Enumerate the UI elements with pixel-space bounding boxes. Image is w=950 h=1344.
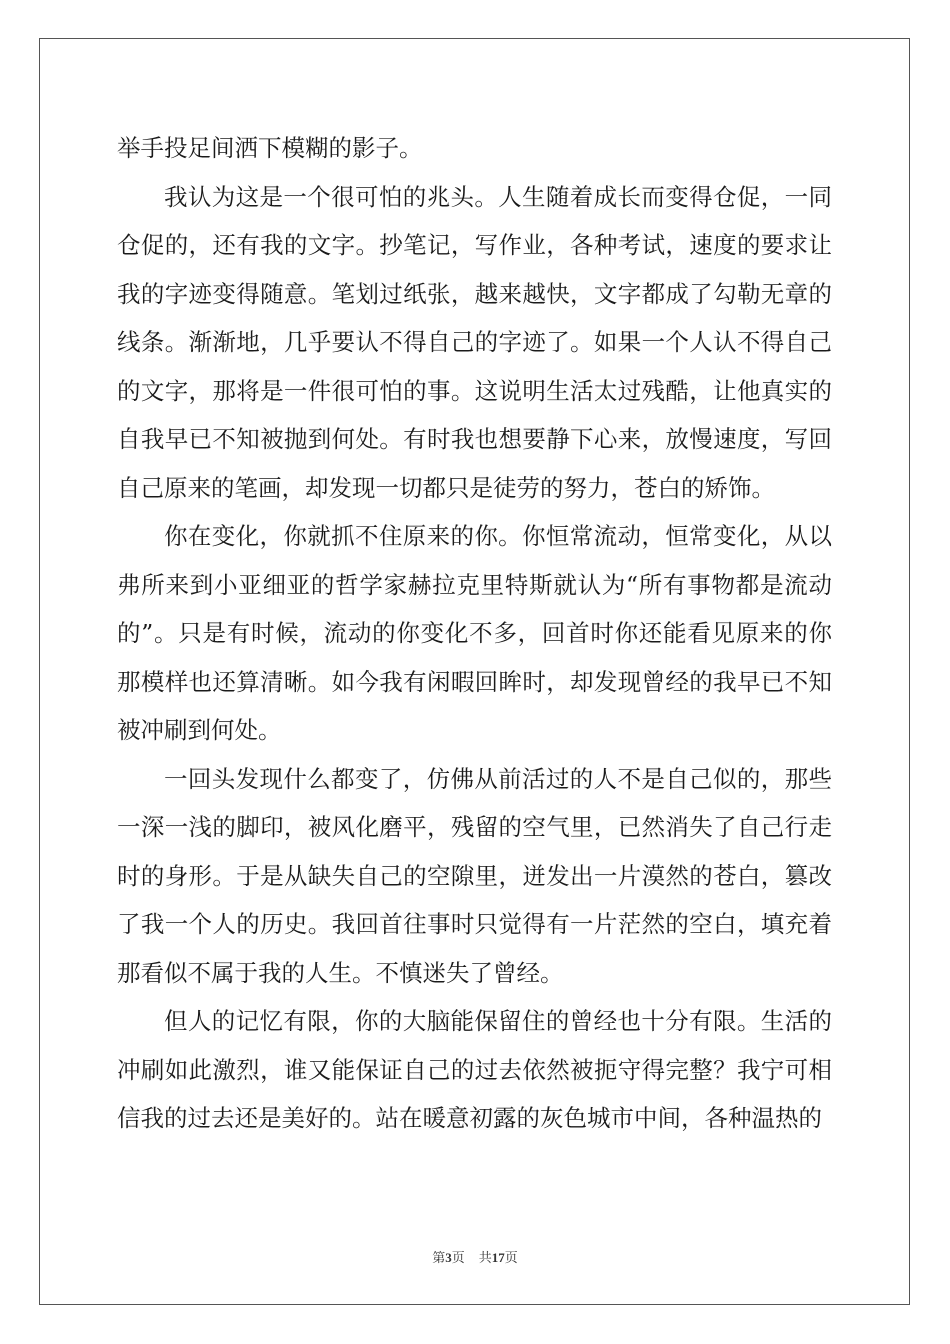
page-footer xyxy=(0,1247,950,1266)
footer-page-prefix: 第 xyxy=(432,1250,446,1265)
paragraph: 一回头发现什么都变了，仿佛从前活过的人不是自己似的，那些一深一浅的脚印，被风化磨平，残留的空气里，已然消失了自己行走时的身形。于是从缺失自己的空隙里，迸发出一片漠然的苍白，篡改了我一个人的历史。我回首往事时只觉得有一片茫然的空白，填充着那看似不属于我的人生。不慎迷失了曾经。 xyxy=(117,764,832,987)
paragraph-continued: 举手投足间洒下模糊的影子。 xyxy=(117,134,423,162)
document-body xyxy=(117,124,832,1143)
footer-total-pages: 17 xyxy=(491,1250,505,1265)
footer-page-suffix: 页 xyxy=(451,1250,465,1265)
paragraph: 你在变化，你就抓不住原来的你。你恒常流动，恒常变化，从以弗所来到小亚细亚的哲学家赫拉克里特斯就认为“所有事物都是流动的”。只是有时候，流动的你变化不多，回首时你还能看见原来的你那模样也还算清晰。如今我有闲暇回眸时，却发现曾经的我早已不知被冲刷到何处。 xyxy=(117,522,832,744)
footer-total-prefix: 共 xyxy=(478,1250,492,1265)
footer-total-suffix: 页 xyxy=(504,1250,518,1265)
footer-page-number: 3 xyxy=(445,1250,452,1265)
paragraph: 我认为这是一个很可怕的兆头。人生随着成长而变得仓促，一同仓促的，还有我的文字。抄笔记，写作业，各种考试，速度的要求让我的字迹变得随意。笔划过纸张，越来越快，文字都成了勾勒无章的线条。渐渐地，几乎要认不得自己的字迹了。如果一个人认不得自己的文字，那将是一件很可怕的事。这说明生活太过残酷，让他真实的自我早已不知被抛到何处。有时我也想要静下心来，放慢速度，写回自己原来的笔画，却发现一切都只是徒劳的努力，苍白的矫饰。 xyxy=(117,182,832,502)
paragraph: 但人的记忆有限，你的大脑能保留住的曾经也十分有限。生活的冲刷如此激烈，谁又能保证自己的过去依然被扼守得完整？我宁可相信我的过去还是美好的。站在暖意初露的灰色城市中间，各种温热的 xyxy=(117,1007,832,1132)
